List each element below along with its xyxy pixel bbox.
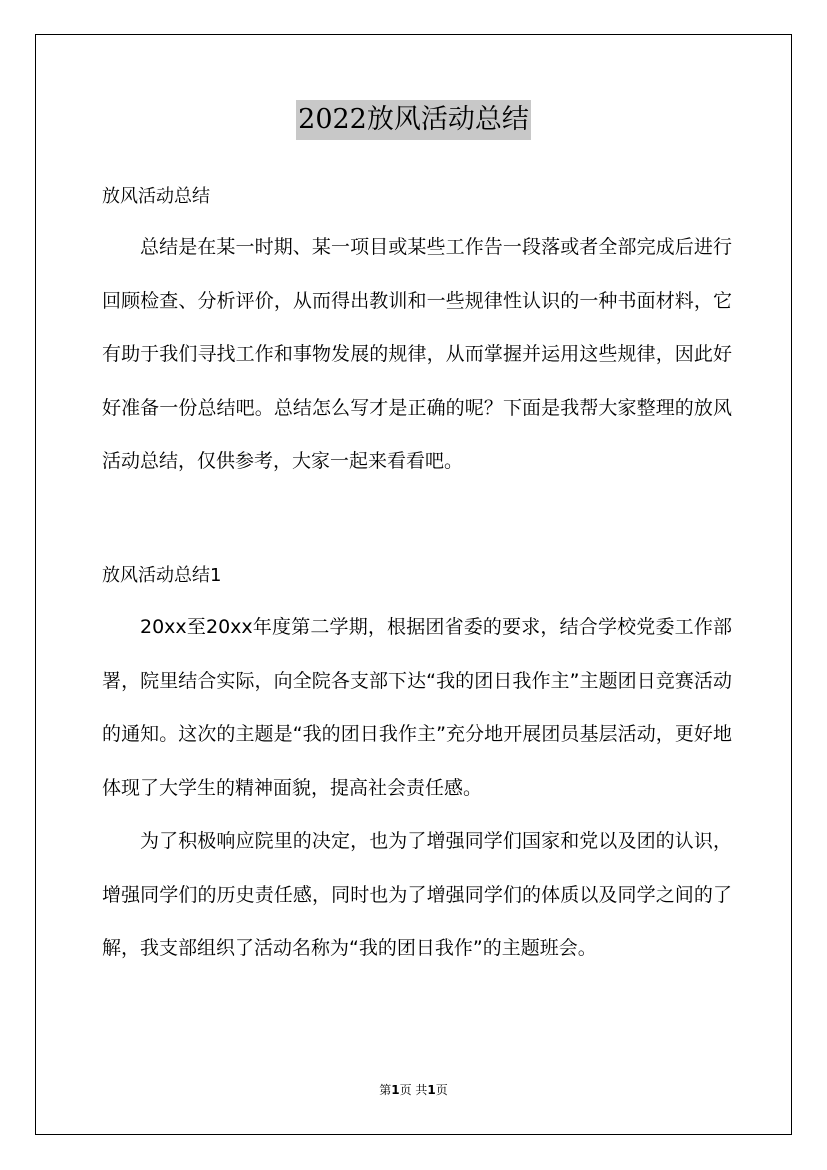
footer-page-number: 1 [391,1083,400,1097]
section1-heading: 放风活动总结1 [102,565,222,586]
footer-page-total: 1 [427,1083,436,1097]
intro-heading: 放风活动总结 [102,186,210,207]
intro-paragraph: 总结是在某一时期、某一项目或某些工作告一段落或者全部完成后进行回顾检查、分析评价，从而得出教训和一些规律性认识的一种书面材料，它有助于我们寻找工作和事物发展的规律，从而掌握并运用这些规律，因此好好准备一份总结吧。总结怎么写才是正确的呢？下面是我帮大家整理的放风活动总结，仅供参考，大家一起来看看吧。 [102,236,732,472]
section1-paragraph-2: 为了积极响应院里的决定，也为了增强同学们国家和党以及团的认识，增强同学们的历史责任感，同时也为了增强同学们的体质以及同学之间的了解，我支部组织了活动名称为“我的团日我作”的主题班会。 [102,830,732,959]
document-title: 2022放风活动总结 [296,100,531,140]
section1-paragraph-1: 20xx至20xx年度第二学期，根据团省委的要求，结合学校党委工作部署，院里结合实际，向全院各支部下达“我的团日我作主”主题团日竞赛活动的通知。这次的主题是“我的团日我作主”充分地开展团员基层活动，更好地体现了大学生的精神面貌，提高社会责任感。 [102,616,732,799]
footer-page-suffix: 页 [435,1083,448,1097]
title-container [0,100,827,140]
footer-page-prefix: 第 [379,1083,392,1097]
page-footer [0,1081,827,1098]
footer-page-mid: 页 共 [399,1083,428,1097]
